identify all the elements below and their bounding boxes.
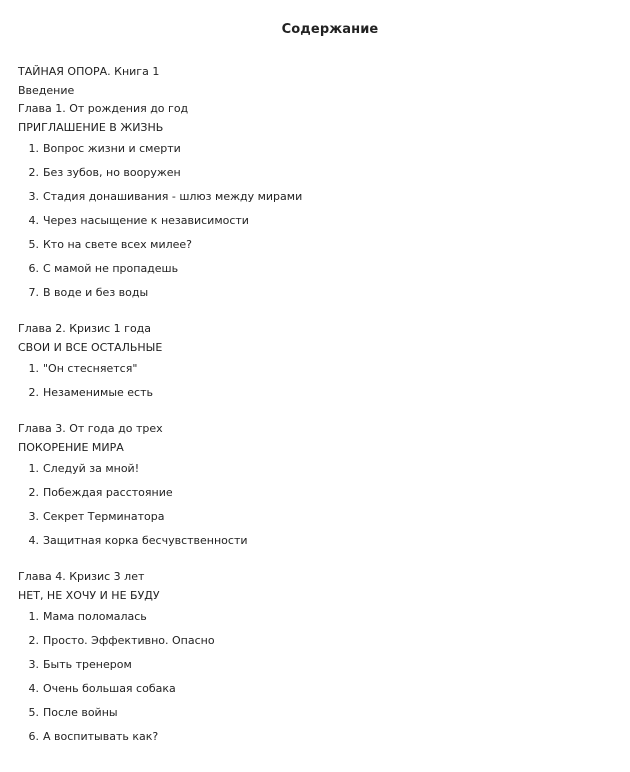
chapter-subtitle[interactable]: СВОИ И ВСЕ ОСТАЛЬНЫЕ xyxy=(18,340,163,354)
item-number: 6. xyxy=(28,262,39,275)
item-label: Очень большая собака xyxy=(43,682,176,695)
item-label: Быть тренером xyxy=(43,658,132,671)
item-number: 6. xyxy=(28,730,39,743)
list-item[interactable] xyxy=(18,238,608,262)
item-label: Через насыщение к независимости xyxy=(43,214,249,227)
item-label: Защитная корка бесчувственности xyxy=(43,534,248,547)
item-label: Вопрос жизни и смерти xyxy=(43,142,181,155)
item-label: "Он стесняется" xyxy=(43,362,138,375)
chapter-4 xyxy=(18,568,608,754)
list-item[interactable] xyxy=(18,462,608,486)
section-list xyxy=(18,462,608,558)
item-number: 4. xyxy=(28,214,39,227)
chapter-heading[interactable]: Глава 4. Кризис 3 лет xyxy=(18,570,145,583)
chapter-heading[interactable]: Глава 1. От рождения до год xyxy=(18,102,189,115)
item-number: 3. xyxy=(28,658,39,671)
chapter-subtitle[interactable]: НЕТ, НЕ ХОЧУ И НЕ БУДУ xyxy=(18,588,160,602)
item-number: 3. xyxy=(28,510,39,523)
item-label: Побеждая расстояние xyxy=(43,486,173,499)
section-list xyxy=(18,610,608,754)
page-title: Содержание xyxy=(281,22,379,37)
list-item[interactable] xyxy=(18,214,608,238)
list-item[interactable] xyxy=(18,190,608,214)
list-item[interactable] xyxy=(18,142,608,166)
chapter-subtitle[interactable]: ПРИГЛАШЕНИЕ В ЖИЗНЬ xyxy=(18,120,164,134)
item-number: 2. xyxy=(28,486,39,499)
item-number: 1. xyxy=(28,362,39,375)
item-number: 2. xyxy=(28,634,39,647)
chapter-heading[interactable]: Глава 3. От года до трех xyxy=(18,422,163,435)
item-label: Секрет Терминатора xyxy=(43,510,165,523)
chapter-1 xyxy=(18,100,608,310)
item-number: 1. xyxy=(28,142,39,155)
list-item[interactable] xyxy=(18,610,608,634)
item-number: 5. xyxy=(28,706,39,719)
list-item[interactable] xyxy=(18,730,608,754)
list-item[interactable] xyxy=(18,262,608,286)
item-label: Незаменимые есть xyxy=(43,386,153,399)
section-list xyxy=(18,142,608,310)
item-label: В воде и без воды xyxy=(43,286,149,299)
list-item[interactable] xyxy=(18,706,608,730)
item-label: Следуй за мной! xyxy=(43,462,140,475)
list-item[interactable] xyxy=(18,534,608,558)
list-item[interactable] xyxy=(18,166,608,190)
item-number: 4. xyxy=(28,682,39,695)
item-number: 2. xyxy=(28,386,39,399)
chapter-2 xyxy=(18,320,608,410)
item-label: С мамой не пропадешь xyxy=(43,262,179,275)
list-item[interactable] xyxy=(18,634,608,658)
item-number: 7. xyxy=(28,286,39,299)
item-number: 5. xyxy=(28,238,39,251)
item-number: 2. xyxy=(28,166,39,179)
table-of-contents xyxy=(18,63,608,754)
list-item[interactable] xyxy=(18,658,608,682)
item-label: Без зубов, но вооружен xyxy=(43,166,181,179)
book-title[interactable]: ТАЙНАЯ ОПОРА. Книга 1 xyxy=(18,65,160,78)
list-item[interactable] xyxy=(18,682,608,706)
section-list xyxy=(18,362,608,410)
item-label: Просто. Эффективно. Опасно xyxy=(43,634,215,647)
item-label: Мама поломалась xyxy=(43,610,147,623)
chapter-heading[interactable]: Глава 2. Кризис 1 года xyxy=(18,322,152,335)
list-item[interactable] xyxy=(18,362,608,386)
list-item[interactable] xyxy=(18,286,608,310)
list-item[interactable] xyxy=(18,386,608,410)
item-number: 4. xyxy=(28,534,39,547)
list-item[interactable] xyxy=(18,486,608,510)
chapter-3 xyxy=(18,420,608,558)
item-label: Кто на свете всех милее? xyxy=(43,238,192,251)
item-number: 1. xyxy=(28,610,39,623)
intro-link[interactable]: Введение xyxy=(18,83,75,97)
list-item[interactable] xyxy=(18,510,608,534)
item-label: А воспитывать как? xyxy=(43,730,159,743)
chapter-subtitle[interactable]: ПОКОРЕНИЕ МИРА xyxy=(18,440,124,454)
item-label: После войны xyxy=(43,706,118,719)
item-number: 1. xyxy=(28,462,39,475)
item-number: 3. xyxy=(28,190,39,203)
item-label: Стадия донашивания - шлюз между мирами xyxy=(43,190,303,203)
